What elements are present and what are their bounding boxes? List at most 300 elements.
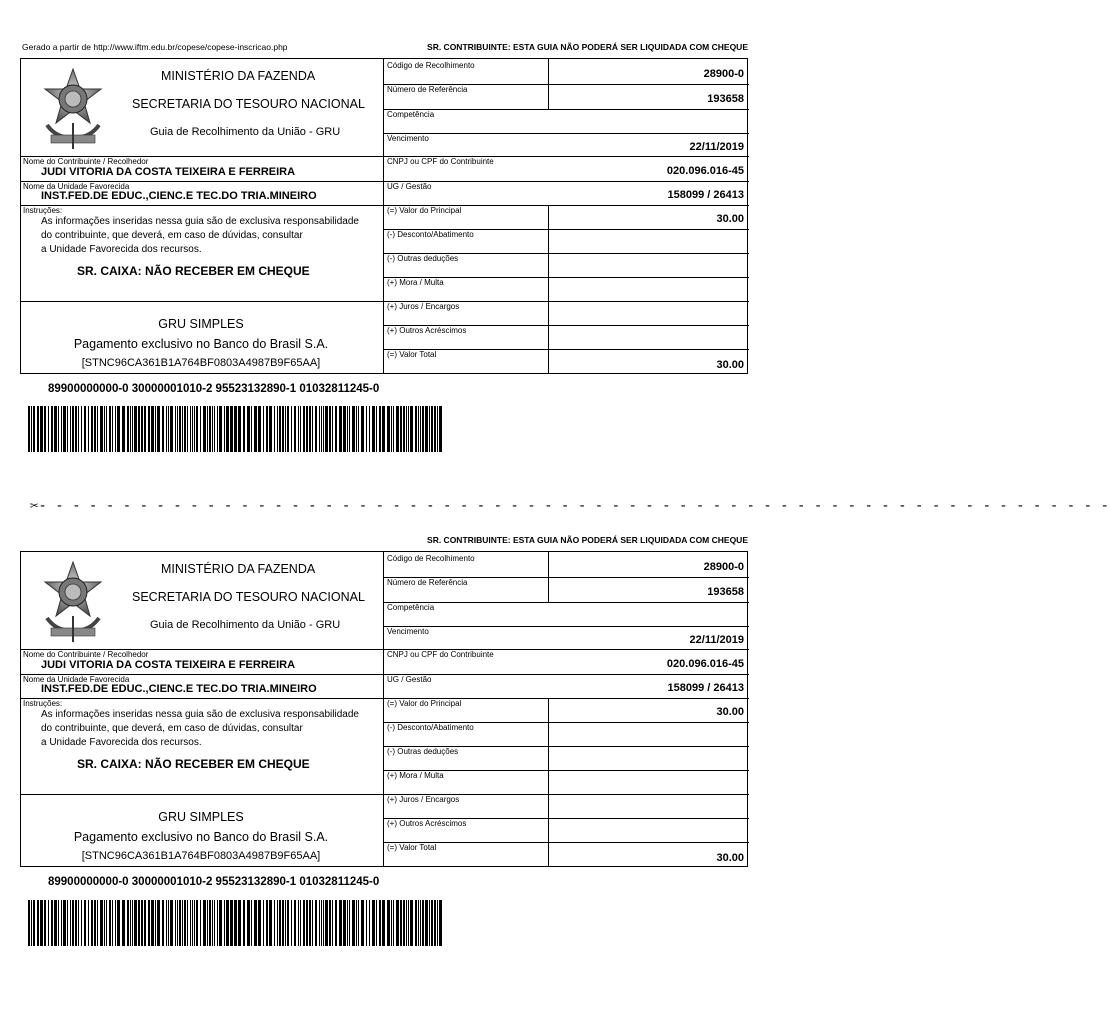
barcode-bar <box>247 406 250 452</box>
barcode-bar <box>323 900 324 946</box>
barcode-bar <box>243 406 245 452</box>
cnpj-value: 020.096.016-45 <box>666 165 744 177</box>
total-label: (=) Valor Total <box>387 843 437 852</box>
juros-label: (+) Juros / Encargos <box>387 795 460 804</box>
barcode-bar <box>309 406 311 452</box>
barcode-bar <box>356 406 357 452</box>
codigo-value: 28900-0 <box>703 68 744 80</box>
barcode-bar <box>434 406 436 452</box>
barcode-bar <box>117 900 120 946</box>
instrucoes-text <box>41 708 359 750</box>
barcode-bar <box>209 406 211 452</box>
barcode-bar <box>406 406 407 452</box>
barcode-bar <box>130 406 131 452</box>
vencimento-value: 22/11/2019 <box>689 634 744 646</box>
barcode-bar <box>425 406 428 452</box>
barcode-bar <box>175 406 176 452</box>
barcode-bar <box>393 406 394 452</box>
outras-label: (-) Outras deduções <box>387 747 459 756</box>
barcode-bar <box>84 406 86 452</box>
mora-label: (+) Mora / Multa <box>387 278 444 287</box>
barcode-bar <box>335 406 337 452</box>
barcode-bar <box>379 900 381 946</box>
barcode-bar <box>266 900 268 946</box>
barcode-bar <box>396 900 399 946</box>
barcode-bar <box>200 406 201 452</box>
barcode-bar <box>58 406 59 452</box>
barcode-bar <box>347 900 348 946</box>
barcode-bar <box>291 406 292 452</box>
ug-value: 158099 / 26413 <box>667 189 744 201</box>
barcode-bar <box>391 406 392 452</box>
ug-value: 158099 / 26413 <box>667 682 744 694</box>
barcode-bar <box>217 900 218 946</box>
gru-form <box>20 58 748 374</box>
barcode-bar <box>144 900 146 946</box>
barcode-bar <box>274 406 275 452</box>
barcode-bar <box>100 900 103 946</box>
barcode-bar <box>429 900 430 946</box>
instrucoes-label: Instruções: <box>23 699 63 708</box>
barcode-bar <box>332 900 333 946</box>
barcode-bar <box>33 406 35 452</box>
barcode-bar <box>91 406 93 452</box>
contribuinte-label: Nome do Contribuinte / Recolhedor <box>23 157 149 166</box>
barcode-bar <box>115 406 116 452</box>
barcode-bar <box>234 900 237 946</box>
barcode-bar <box>382 406 385 452</box>
barcode-bar <box>88 900 89 946</box>
codigo-label: Código de Recolhimento <box>387 554 475 563</box>
barcode-bar <box>274 900 275 946</box>
barcode-bar <box>37 900 39 946</box>
caixa-warning: SR. CAIXA: NÃO RECEBER EM CHEQUE <box>77 757 310 771</box>
gru-form <box>20 551 748 867</box>
barcode-bar <box>352 900 355 946</box>
barcode-bar <box>251 406 252 452</box>
barcode-bar <box>352 406 355 452</box>
barcode-bar <box>151 406 154 452</box>
barcode-bar <box>439 900 442 946</box>
barcode-bar <box>63 900 66 946</box>
barcode-bar <box>315 900 317 946</box>
barcode-bar <box>312 406 313 452</box>
barcode-bar <box>431 406 433 452</box>
brasao-republica-icon <box>37 65 109 153</box>
barcode-bar <box>224 900 225 946</box>
barcode-bar <box>37 406 39 452</box>
barcode-bar <box>209 900 211 946</box>
barcode-bar <box>170 406 173 452</box>
barcode-bar <box>230 406 233 452</box>
barcode-bar <box>138 406 140 452</box>
barcode-bar <box>358 406 359 452</box>
principal-label: (=) Valor do Principal <box>387 699 462 708</box>
barcode-bar <box>58 900 59 946</box>
referencia-label: Número de Referência <box>387 85 468 94</box>
barcode-bar <box>437 900 438 946</box>
barcode-bar <box>72 900 74 946</box>
barcode-bar <box>420 406 421 452</box>
barcode-bar <box>372 900 375 946</box>
barcode-bar <box>81 406 82 452</box>
barcode-bar <box>282 900 284 946</box>
barcode-bar <box>437 406 438 452</box>
barcode-bar <box>109 406 111 452</box>
instrucoes-text <box>41 215 359 257</box>
referencia-value: 193658 <box>707 586 744 598</box>
outras-label: (-) Outras deduções <box>387 254 459 263</box>
barcode-bar <box>138 900 140 946</box>
barcode-bar <box>287 406 289 452</box>
barcode-bar <box>329 406 331 452</box>
barcode-bar <box>112 900 113 946</box>
barcode-bar <box>168 406 169 452</box>
barcode-bar <box>258 406 261 452</box>
barcode-bar <box>300 900 301 946</box>
barcode-bar <box>369 406 370 452</box>
barcode-bar <box>48 406 49 452</box>
barcode-bar <box>361 406 364 452</box>
barcode-bar <box>325 900 328 946</box>
ug-label: UG / Gestão <box>387 675 432 684</box>
barcode-bar <box>203 900 206 946</box>
cheque-warning-top: SR. CONTRIBUINTE: ESTA GUIA NÃO PODERÁ SER LIQUIDADA COM CHEQUE <box>427 42 748 52</box>
barcode-bar <box>182 900 183 946</box>
barcode-bar <box>379 406 381 452</box>
barcode-bar <box>190 406 191 452</box>
barcode-bar <box>106 900 107 946</box>
barcode-bar <box>403 406 405 452</box>
barcode-bar <box>217 406 218 452</box>
barcode-bar <box>366 406 367 452</box>
desconto-label: (-) Desconto/Abatimento <box>387 723 474 732</box>
barcode-bar <box>251 900 252 946</box>
barcode-bar <box>44 406 46 452</box>
barcode-bar <box>277 900 278 946</box>
barcode-bar <box>343 900 346 946</box>
competencia-label: Competência <box>387 110 435 119</box>
barcode-bar <box>48 900 49 946</box>
barcode-bar <box>177 900 178 946</box>
contribuinte-value: JUDI VITORIA DA COSTA TEIXEIRA E FERREIRA <box>41 166 296 178</box>
instr-line-3: a Unidade Favorecida dos recursos. <box>41 737 202 748</box>
barcode-icon <box>28 406 448 452</box>
barcode-bar <box>115 900 116 946</box>
barcode-bar <box>94 406 96 452</box>
barcode-bar <box>410 900 413 946</box>
barcode-bar <box>418 900 419 946</box>
acrescimos-label: (+) Outros Acréscimos <box>387 819 467 828</box>
barcode-bar <box>258 900 261 946</box>
barcode-bar <box>127 406 129 452</box>
barcode-bar <box>434 900 436 946</box>
barcode-bar <box>61 900 62 946</box>
barcode-bar <box>54 406 57 452</box>
barcode-bar <box>54 900 57 946</box>
barcode-bar <box>391 900 392 946</box>
barcode-bar <box>309 900 311 946</box>
barcode-bar <box>132 900 133 946</box>
barcode-bar <box>335 900 337 946</box>
barcode-bar <box>31 900 32 946</box>
barcode-bar <box>148 900 150 946</box>
barcode-bar <box>238 900 241 946</box>
barcode-bar <box>117 406 120 452</box>
barcode-bar <box>51 406 53 452</box>
pagamento-text: Pagamento exclusivo no Banco do Brasil S.A. <box>73 830 329 844</box>
total-value: 30.00 <box>716 852 744 864</box>
instr-line-3: a Unidade Favorecida dos recursos. <box>41 244 202 255</box>
barcode-bar <box>312 900 313 946</box>
barcode-bar <box>303 900 305 946</box>
unidade-label: Nome da Unidade Favorecida <box>23 182 130 191</box>
barcode-bar <box>230 900 233 946</box>
barcode-bar <box>291 900 292 946</box>
barcode-bar <box>226 900 229 946</box>
barcode-bar <box>422 900 424 946</box>
barcode-bar <box>179 406 181 452</box>
barcode-bar <box>321 900 322 946</box>
unidade-label: Nome da Unidade Favorecida <box>23 675 130 684</box>
barcode-bar <box>387 900 390 946</box>
barcode-bar <box>361 900 364 946</box>
barcode-bar <box>192 406 193 452</box>
acrescimos-label: (+) Outros Acréscimos <box>387 326 467 335</box>
barcode-bar <box>376 406 377 452</box>
barcode-bar <box>306 406 308 452</box>
barcode-bar <box>190 900 191 946</box>
page-header <box>0 0 768 52</box>
barcode-bar <box>151 900 154 946</box>
barcode-bar <box>162 406 164 452</box>
barcode-bar <box>155 406 156 452</box>
barcode-bar <box>166 406 167 452</box>
barcode-bar <box>141 406 143 452</box>
barcode-bar <box>400 900 402 946</box>
barcode-bar <box>382 900 385 946</box>
barcode-bar <box>243 900 245 946</box>
barcode-bar <box>97 900 98 946</box>
gru-simples: GRU SIMPLES <box>158 317 244 331</box>
barcode-bar <box>84 900 86 946</box>
barcode-bar <box>294 406 296 452</box>
barcode-bar <box>321 406 322 452</box>
barcode-bar <box>415 406 417 452</box>
hash-code: [STNC96CA361B1A764BF0803A4987B9F65AA] <box>81 357 321 369</box>
total-value: 30.00 <box>716 359 744 371</box>
barcode-bar <box>254 900 257 946</box>
barcode-bar <box>420 900 421 946</box>
barcode-bar <box>184 406 186 452</box>
barcode-bar <box>403 900 405 946</box>
referencia-label: Número de Referência <box>387 578 468 587</box>
caixa-warning: SR. CAIXA: NÃO RECEBER EM CHEQUE <box>77 264 310 278</box>
barcode-bar <box>192 900 193 946</box>
barcode-bar <box>369 900 370 946</box>
barcode-bar <box>97 406 98 452</box>
barcode-bar <box>207 406 208 452</box>
barcode-bar <box>298 900 299 946</box>
barcode-bar <box>325 406 328 452</box>
barcode-bar <box>51 900 53 946</box>
barcode-bar <box>155 900 156 946</box>
pagamento-text: Pagamento exclusivo no Banco do Brasil S.A. <box>73 337 329 351</box>
instr-line-2: do contribuinte, que deverá, em caso de dúvidas, consultar <box>41 230 303 241</box>
barcode-bar <box>358 900 359 946</box>
total-label: (=) Valor Total <box>387 350 437 359</box>
barcode-bar <box>269 900 272 946</box>
barcode-bar <box>349 406 350 452</box>
barcode-bar <box>356 900 357 946</box>
barcode-bar <box>224 406 225 452</box>
barcode-bar <box>184 900 186 946</box>
codigo-value: 28900-0 <box>703 561 744 573</box>
barcode-bar <box>109 900 111 946</box>
barcode-bar <box>200 900 201 946</box>
barcode-bar <box>157 406 160 452</box>
barcode-bar <box>91 900 93 946</box>
barcode-bar <box>332 406 333 452</box>
barcode-bar <box>285 900 286 946</box>
barcode-bar <box>122 900 125 946</box>
barcode-bar <box>219 900 222 946</box>
barcode-bar <box>70 900 71 946</box>
cnpj-label: CNPJ ou CPF do Contribuinte <box>387 650 494 659</box>
barcode-bar <box>300 406 301 452</box>
barcode-bar <box>396 406 399 452</box>
barcode-bar <box>162 900 164 946</box>
vencimento-label: Vencimento <box>387 627 429 636</box>
barcode-bar <box>196 406 198 452</box>
barcode-bar <box>187 900 188 946</box>
barcode-bar <box>187 406 188 452</box>
barcode-bar <box>67 406 68 452</box>
barcode-bar <box>422 406 424 452</box>
source-url: Gerado a partir de http://www.iftm.edu.br/copese/copese-inscricao.php <box>22 42 288 52</box>
barcode-bar <box>134 406 137 452</box>
barcode-bar <box>387 406 390 452</box>
vencimento-value: 22/11/2019 <box>689 141 744 153</box>
barcode-bar <box>277 406 278 452</box>
barcode-bar <box>214 900 215 946</box>
barcode-bar <box>429 406 430 452</box>
barcode-bar <box>247 900 250 946</box>
barcode-bar <box>306 900 308 946</box>
barcode-bar <box>168 900 169 946</box>
barcode-bar <box>194 406 195 452</box>
barcode-bar <box>106 406 107 452</box>
principal-value: 30.00 <box>716 706 744 718</box>
barcode-bar <box>319 900 320 946</box>
barcode-bar <box>157 900 160 946</box>
barcode-bar <box>372 406 375 452</box>
barcode-bar <box>406 900 407 946</box>
barcode-bar <box>28 900 30 946</box>
barcode-bar <box>104 900 105 946</box>
secretaria-title: SECRETARIA DO TESOURO NACIONAL <box>132 590 365 604</box>
cnpj-value: 020.096.016-45 <box>666 658 744 670</box>
secretaria-title: SECRETARIA DO TESOURO NACIONAL <box>132 97 365 111</box>
guia-title: Guia de Recolhimento da União - GRU <box>150 619 341 631</box>
barcode-bar <box>408 900 409 946</box>
barcode-bar <box>315 406 317 452</box>
barcode-bar <box>323 406 324 452</box>
barcode-bar <box>439 406 442 452</box>
ministerio-title: MINISTÉRIO DA FAZENDA <box>161 562 316 576</box>
barcode-bar <box>194 900 195 946</box>
barcode-icon <box>28 900 448 946</box>
barcode-bar <box>408 406 409 452</box>
desconto-label: (-) Desconto/Abatimento <box>387 230 474 239</box>
barcode-bar <box>285 406 286 452</box>
barcode-bar <box>75 900 77 946</box>
cheque-warning-bottom: SR. CONTRIBUINTE: ESTA GUIA NÃO PODERÁ SER LIQUIDADA COM CHEQUE <box>427 535 748 545</box>
barcode-bar <box>234 406 237 452</box>
barcode-bar <box>238 406 241 452</box>
scissors-icon: ✂- - - - - - - - - - - - - - - - - - - - - - - - - - - - - - - - - - - - - - - - - - - - - - - - - - - - - - - - - - - - - - - - <box>30 498 1109 514</box>
barcode-bar <box>203 406 206 452</box>
barcode-bar <box>329 900 331 946</box>
barcode-bar <box>78 406 79 452</box>
barcode-bar <box>148 406 150 452</box>
instr-line-2: do contribuinte, que deverá, em caso de dúvidas, consultar <box>41 723 303 734</box>
referencia-value: 193658 <box>707 93 744 105</box>
barcode-bar <box>61 406 62 452</box>
barcode-bar <box>75 406 77 452</box>
barcode-bar <box>339 900 342 946</box>
mora-label: (+) Mora / Multa <box>387 771 444 780</box>
barcode-bar <box>175 900 176 946</box>
guia-title: Guia de Recolhimento da União - GRU <box>150 126 341 138</box>
barcode-bar <box>196 900 198 946</box>
juros-label: (+) Juros / Encargos <box>387 302 460 311</box>
barcode-bar <box>294 900 296 946</box>
barcode-bar <box>132 406 133 452</box>
barcode-bar <box>266 406 268 452</box>
barcode-bar <box>170 900 173 946</box>
barcode-bar <box>400 406 402 452</box>
barcode-bar <box>44 900 46 946</box>
barcode-bar <box>263 900 264 946</box>
competencia-label: Competência <box>387 603 435 612</box>
barcode-bar <box>415 900 417 946</box>
barcode-bar <box>134 900 137 946</box>
barcode-bar <box>144 406 146 452</box>
barcode-bar <box>431 900 433 946</box>
barcode-bar <box>40 900 43 946</box>
principal-value: 30.00 <box>716 213 744 225</box>
barcode-bar <box>141 900 143 946</box>
gru-simples: GRU SIMPLES <box>158 810 244 824</box>
barcode-bar <box>279 900 281 946</box>
barcode-bar <box>63 406 66 452</box>
barcode-bar <box>130 900 131 946</box>
barcode-bar <box>254 406 257 452</box>
barcode-bar <box>319 406 320 452</box>
barcode-bar <box>94 900 96 946</box>
ministerio-title: MINISTÉRIO DA FAZENDA <box>161 69 316 83</box>
barcode-bar <box>425 900 428 946</box>
barcode-bar <box>279 406 281 452</box>
barcode-bar <box>269 406 272 452</box>
barcode-bar <box>70 406 71 452</box>
barcode-bar <box>33 900 35 946</box>
barcode-bar <box>349 900 350 946</box>
linha-digitavel-bottom: 89900000000-0 30000001010-2 95523132890-1 01032811245-0 <box>48 876 380 888</box>
barcode-bar <box>263 406 264 452</box>
barcode-bar <box>287 900 289 946</box>
